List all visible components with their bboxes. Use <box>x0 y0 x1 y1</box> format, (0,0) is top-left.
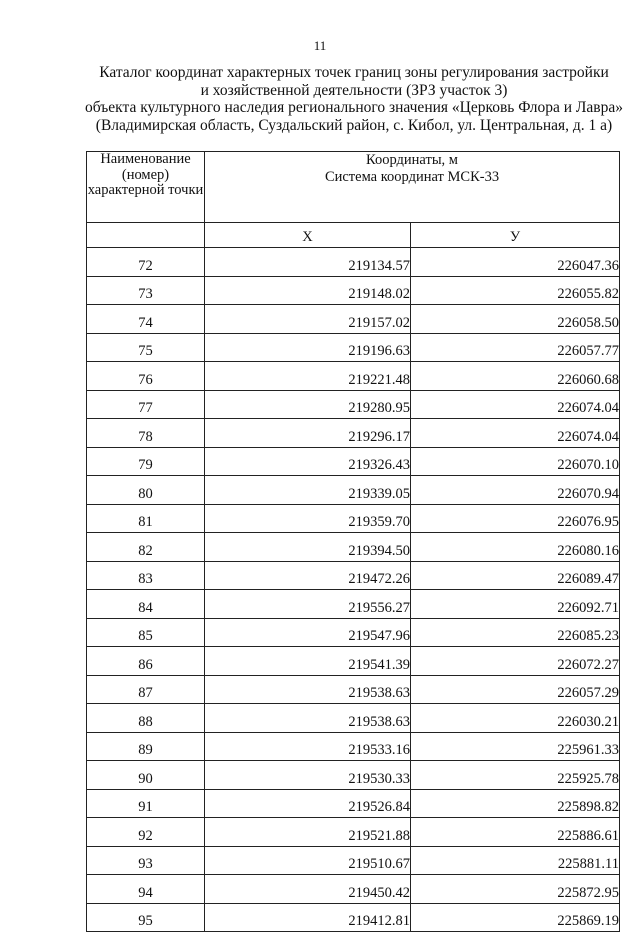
y-coordinate-cell: 226060.68 <box>411 362 620 391</box>
x-coordinate-cell: 219339.05 <box>205 476 411 505</box>
point-number-cell: 81 <box>87 504 205 533</box>
y-coordinate-cell: 225881.11 <box>411 846 620 875</box>
point-number-cell: 74 <box>87 305 205 334</box>
point-number-cell: 75 <box>87 333 205 362</box>
point-number-cell: 88 <box>87 704 205 733</box>
title-line-1: Каталог координат характерных точек границ зоны регулирования застройки <box>99 64 609 81</box>
point-number-cell: 76 <box>87 362 205 391</box>
x-coordinate-cell: 219547.96 <box>205 618 411 647</box>
x-coordinate-cell: 219221.48 <box>205 362 411 391</box>
x-coordinate-cell: 219450.42 <box>205 875 411 904</box>
table-row <box>87 447 620 476</box>
x-coordinate-cell: 219521.88 <box>205 818 411 847</box>
header-coordinates <box>205 152 620 223</box>
header-point-name: Наименование (номер) характерной точки <box>87 152 205 223</box>
page-number: 11 <box>313 38 327 53</box>
x-coordinate-cell: 219472.26 <box>205 561 411 590</box>
point-number-cell: 86 <box>87 647 205 676</box>
table-row <box>87 390 620 419</box>
table-row <box>87 419 620 448</box>
table-row <box>87 903 620 932</box>
table-row <box>87 818 620 847</box>
table-row <box>87 504 620 533</box>
x-coordinate-cell: 219533.16 <box>205 732 411 761</box>
point-number-cell: 89 <box>87 732 205 761</box>
y-coordinate-cell: 225925.78 <box>411 761 620 790</box>
table-row <box>87 476 620 505</box>
x-coordinate-cell: 219196.63 <box>205 333 411 362</box>
table-row <box>87 305 620 334</box>
y-coordinate-cell: 226058.50 <box>411 305 620 334</box>
point-number-cell: 95 <box>87 903 205 932</box>
table-row <box>87 362 620 391</box>
x-coordinate-cell: 219157.02 <box>205 305 411 334</box>
y-coordinate-cell: 225869.19 <box>411 903 620 932</box>
point-number-cell: 80 <box>87 476 205 505</box>
x-coordinate-cell: 219296.17 <box>205 419 411 448</box>
y-coordinate-cell: 226085.23 <box>411 618 620 647</box>
x-coordinate-cell: 219412.81 <box>205 903 411 932</box>
point-number-cell: 83 <box>87 561 205 590</box>
point-number-cell: 78 <box>87 419 205 448</box>
point-number-cell: 87 <box>87 675 205 704</box>
point-number-cell: 73 <box>87 276 205 305</box>
point-number-cell: 79 <box>87 447 205 476</box>
x-coordinate-cell: 219510.67 <box>205 846 411 875</box>
table-row <box>87 761 620 790</box>
x-coordinate-cell: 219280.95 <box>205 390 411 419</box>
y-coordinate-cell: 226074.04 <box>411 419 620 448</box>
x-coordinate-cell: 219541.39 <box>205 647 411 676</box>
point-number-cell: 90 <box>87 761 205 790</box>
y-coordinate-cell: 226080.16 <box>411 533 620 562</box>
header-x: X <box>205 223 411 248</box>
table-row <box>87 846 620 875</box>
table-row <box>87 618 620 647</box>
y-coordinate-cell: 226030.21 <box>411 704 620 733</box>
y-coordinate-cell: 225898.82 <box>411 789 620 818</box>
title-line-3: объекта культурного наследия регионального значения «Церковь Флора и Лавра» <box>85 99 623 116</box>
x-coordinate-cell: 219394.50 <box>205 533 411 562</box>
y-coordinate-cell: 226055.82 <box>411 276 620 305</box>
y-coordinate-cell: 225872.95 <box>411 875 620 904</box>
table-row <box>87 333 620 362</box>
point-number-cell: 94 <box>87 875 205 904</box>
y-coordinate-cell: 226070.10 <box>411 447 620 476</box>
table-row <box>87 875 620 904</box>
x-coordinate-cell: 219526.84 <box>205 789 411 818</box>
point-number-cell: 93 <box>87 846 205 875</box>
header-empty-cell <box>87 223 205 248</box>
table-row <box>87 732 620 761</box>
x-coordinate-cell: 219538.63 <box>205 704 411 733</box>
header-y: У <box>411 223 620 248</box>
x-coordinate-cell: 219326.43 <box>205 447 411 476</box>
y-coordinate-cell: 226076.95 <box>411 504 620 533</box>
y-coordinate-cell: 226047.36 <box>411 248 620 277</box>
y-coordinate-cell: 225961.33 <box>411 732 620 761</box>
point-number-cell: 77 <box>87 390 205 419</box>
x-coordinate-cell: 219538.63 <box>205 675 411 704</box>
point-number-cell: 84 <box>87 590 205 619</box>
point-number-cell: 85 <box>87 618 205 647</box>
y-coordinate-cell: 226057.77 <box>411 333 620 362</box>
header-coordinates-unit: Координаты, м <box>366 152 458 168</box>
coordinates-table <box>86 151 620 932</box>
y-coordinate-cell: 226070.94 <box>411 476 620 505</box>
table-row <box>87 533 620 562</box>
title-line-2: и хозяйственной деятельности (ЗРЗ участок 3) <box>200 81 508 99</box>
table-row <box>87 590 620 619</box>
y-coordinate-cell: 225886.61 <box>411 818 620 847</box>
table-row <box>87 276 620 305</box>
x-coordinate-cell: 219148.02 <box>205 276 411 305</box>
y-coordinate-cell: 226074.04 <box>411 390 620 419</box>
table-row <box>87 675 620 704</box>
point-number-cell: 91 <box>87 789 205 818</box>
table-body <box>87 248 620 932</box>
table-row <box>87 248 620 277</box>
table-row <box>87 647 620 676</box>
table-row <box>87 789 620 818</box>
table-row <box>87 561 620 590</box>
y-coordinate-cell: 226089.47 <box>411 561 620 590</box>
title-line-4: (Владимирская область, Суздальский район, с. Кибол, ул. Центральная, д. 1 а) <box>95 116 613 134</box>
header-coordinate-system: Система координат МСК-33 <box>324 169 500 185</box>
y-coordinate-cell: 226072.27 <box>411 647 620 676</box>
x-coordinate-cell: 219359.70 <box>205 504 411 533</box>
point-number-cell: 82 <box>87 533 205 562</box>
y-coordinate-cell: 226092.71 <box>411 590 620 619</box>
point-number-cell: 72 <box>87 248 205 277</box>
y-coordinate-cell: 226057.29 <box>411 675 620 704</box>
x-coordinate-cell: 219556.27 <box>205 590 411 619</box>
x-coordinate-cell: 219134.57 <box>205 248 411 277</box>
document-title <box>84 64 624 134</box>
table-row <box>87 704 620 733</box>
x-coordinate-cell: 219530.33 <box>205 761 411 790</box>
point-number-cell: 92 <box>87 818 205 847</box>
